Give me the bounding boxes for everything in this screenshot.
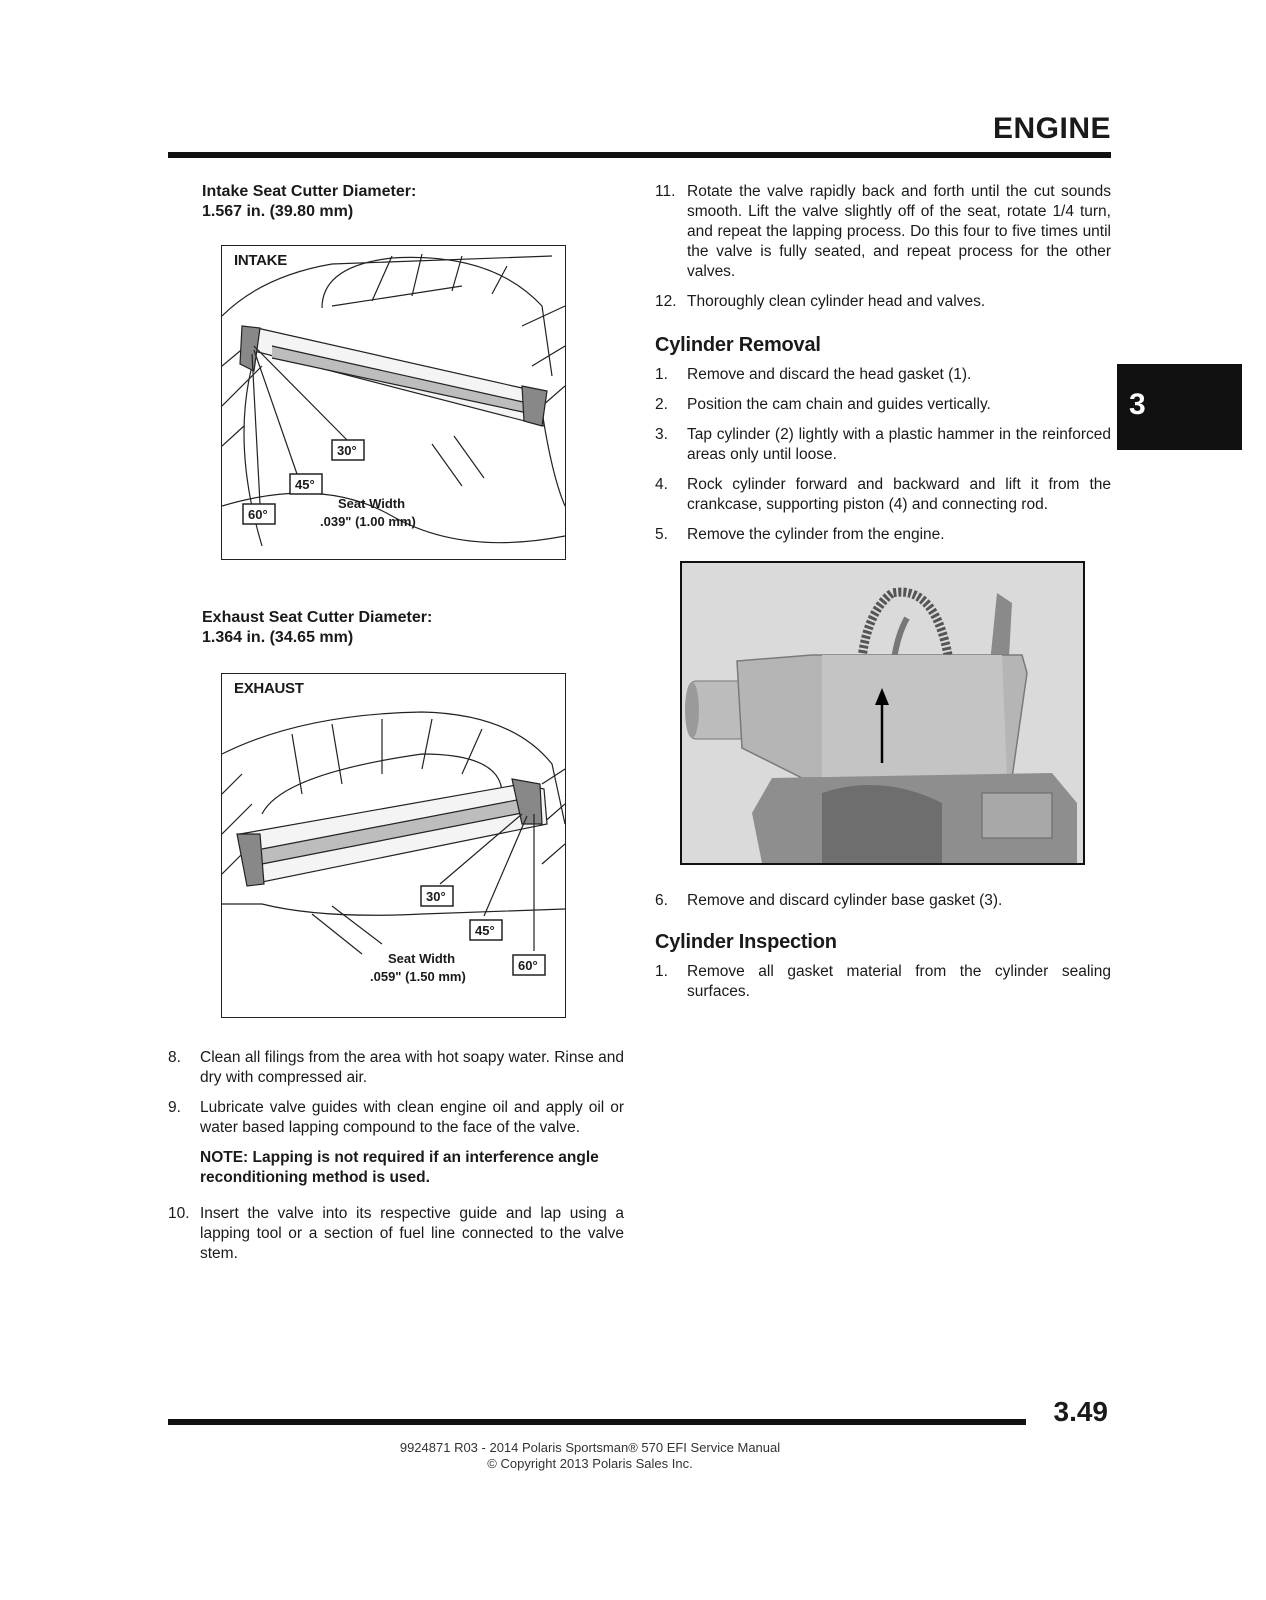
intake-angle-45: 45° (295, 477, 315, 492)
exhaust-figure-label: EXHAUST (234, 680, 304, 697)
intake-angle-60: 60° (248, 507, 268, 522)
exhaust-seat-width-value: .059" (1.50 mm) (370, 969, 466, 984)
cylinder-inspection-steps (655, 962, 1111, 1002)
removal-step-5: 5. Remove the cylinder from the engine. (655, 526, 945, 543)
step-9: 9. Lubricate valve guides with clean engine oil and apply oil or water based lapping compound to the face of the valve. (168, 1099, 624, 1136)
section-title: ENGINE (992, 112, 1111, 145)
intake-valve-diagram (222, 246, 565, 559)
intake-seat-width-label: Seat Width (338, 496, 406, 511)
cylinder-removal-steps (655, 365, 1111, 545)
intake-figure-label: INTAKE (234, 252, 287, 269)
lapping-note: NOTE: Lapping is not required if an interference angle reconditioning method is used. (200, 1149, 599, 1186)
page-number: 3.49 (1053, 1396, 1108, 1427)
inspection-step-1: 1. Remove all gasket material from the cylinder sealing surfaces. (655, 963, 1111, 1000)
exhaust-angle-45: 45° (475, 923, 495, 938)
intake-spec (202, 182, 624, 222)
footer-rule (168, 1419, 1026, 1425)
header-rule (168, 152, 1111, 158)
chapter-tab[interactable] (1117, 364, 1242, 450)
left-steps (168, 1048, 624, 1138)
cylinder-removal-photo (680, 561, 1085, 865)
intake-figure (221, 245, 566, 560)
cylinder-removal-heading: Cylinder Removal (655, 334, 821, 356)
left-column (168, 182, 624, 1274)
step-12: 12. Thoroughly clean cylinder head and valves. (655, 293, 986, 310)
step-10: 10. Insert the valve into its respective guide and lap using a lapping tool or a section of fuel line connected to the valve stem. (168, 1205, 624, 1262)
footer-copyright: © Copyright 2013 Polaris Sales Inc. (487, 1456, 693, 1471)
cylinder-inspection-heading: Cylinder Inspection (655, 931, 837, 953)
right-column (655, 182, 1111, 1012)
exhaust-spec-value: 1.364 in. (34.65 mm) (202, 629, 354, 646)
intake-seat-width-value: .039" (1.00 mm) (320, 514, 416, 529)
footer-manual-title: 9924871 R03 - 2014 Polaris Sportsman® 570 EFI Service Manual (399, 1440, 781, 1455)
left-steps-continued (168, 1204, 624, 1264)
exhaust-spec (202, 608, 624, 648)
step-8: 8. Clean all filings from the area with hot soapy water. Rinse and dry with compressed air. (168, 1049, 624, 1086)
removal-step-4: 4. Rock cylinder forward and backward and lift it from the crankcase, supporting piston (4) and connecting rod. (655, 476, 1111, 513)
removal-step-6-list (655, 891, 1111, 911)
right-steps-top (655, 182, 1111, 312)
removal-step-6: 6. Remove and discard cylinder base gasket (3). (655, 892, 1003, 909)
intake-spec-value: 1.567 in. (39.80 mm) (202, 203, 354, 220)
exhaust-angle-60: 60° (518, 958, 538, 973)
exhaust-figure (221, 673, 566, 1018)
cylinder-photo-illustration (682, 563, 1083, 863)
exhaust-seat-width-label: Seat Width (388, 951, 456, 966)
intake-spec-label: Intake Seat Cutter Diameter: (202, 183, 417, 200)
step-11: 11. Rotate the valve rapidly back and forth until the cut sounds smooth. Lift the valve slightly off of the seat, rotate 1/4 turn, and repeat the lapping process. Do this four to five times until the valve is fully seated, and repeat process for the other valves. (655, 183, 1111, 280)
exhaust-angle-30: 30° (426, 889, 446, 904)
chapter-number: 3 (1129, 388, 1146, 421)
removal-step-2: 2. Position the cam chain and guides vertically. (655, 396, 991, 413)
intake-angle-30: 30° (337, 443, 357, 458)
removal-step-3: 3. Tap cylinder (2) lightly with a plastic hammer in the reinforced areas only until loose. (655, 426, 1111, 463)
exhaust-spec-label: Exhaust Seat Cutter Diameter: (202, 609, 433, 626)
removal-step-1: 1. Remove and discard the head gasket (1). (655, 366, 972, 383)
